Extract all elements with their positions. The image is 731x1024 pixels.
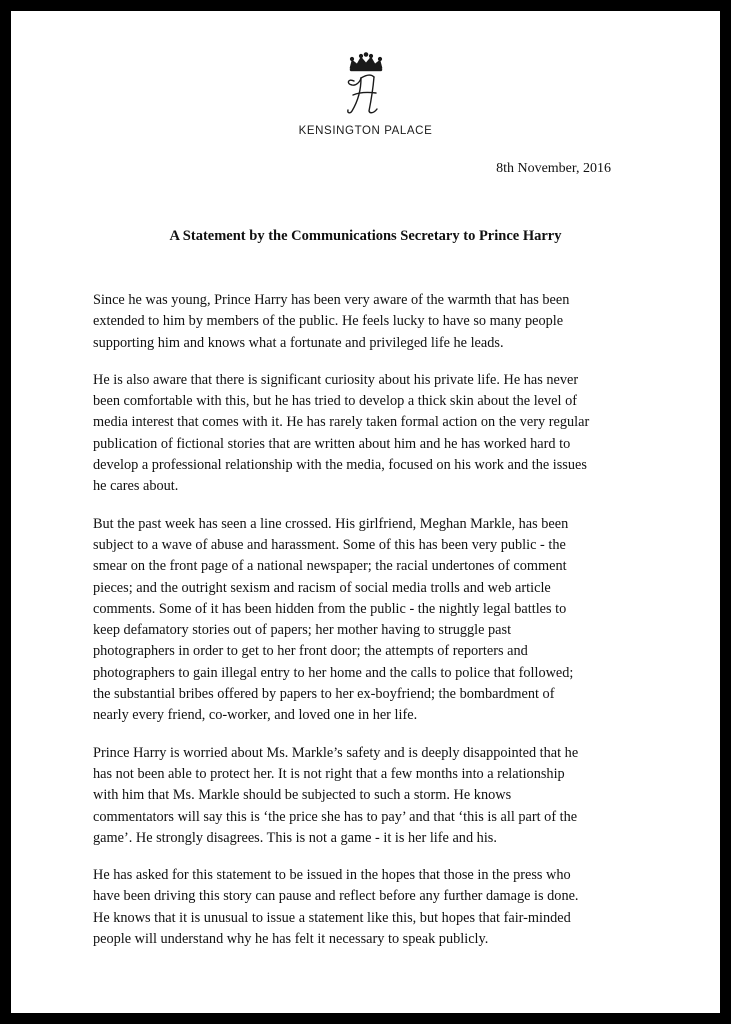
- paragraph: [93, 370, 638, 498]
- statement-page: [11, 11, 720, 1013]
- text-line: He knows that it is unusual to issue a statement like this, but hopes that fair-minded: [93, 909, 571, 926]
- text-line: supporting him and knows what a fortunate and privileged life he leads.: [93, 334, 504, 351]
- paragraph: [93, 514, 638, 727]
- text-line: pieces; and the outright sexism and racism of social media trolls and web article: [93, 579, 551, 596]
- text-line: people will understand why he has felt it necessary to speak publicly.: [93, 931, 489, 948]
- text-line: subject to a wave of abuse and harassment. Some of this has been very public - the: [93, 536, 566, 553]
- text-line: develop a professional relationship with the media, focused on his work and the issues: [93, 457, 587, 474]
- paragraph: [93, 743, 638, 849]
- paragraph: [93, 290, 638, 354]
- text-line: commentators will say this is ‘the price she has to pay’ and that ‘this is all part of the: [93, 808, 578, 825]
- organization-name: KENSINGTON PALACE: [298, 125, 433, 137]
- text-line: nearly every friend, co-worker, and loved one in her life.: [93, 707, 418, 724]
- text-line: media interest that comes with it. He has rarely taken formal action on the very regular: [93, 414, 590, 431]
- paragraph: [93, 865, 638, 950]
- text-line: been comfortable with this, but he has tried to develop a thick skin about the level of: [93, 393, 577, 410]
- text-line: publication of fictional stories that are written about him and he has worked hard to: [93, 435, 571, 452]
- text-line: Prince Harry is worried about Ms. Markle’s safety and is deeply disappointed that he: [93, 744, 579, 761]
- letterhead: [11, 51, 720, 137]
- statement-body: [93, 290, 638, 966]
- text-line: with him that Ms. Markle should be subjected to such a storm. He knows: [93, 787, 512, 804]
- text-line: smear on the front page of a national newspaper; the racial undertones of comment: [93, 558, 567, 575]
- text-line: the substantial bribes offered by papers to her ex-boyfriend; the bombardment of: [93, 686, 555, 703]
- text-line: But the past week has seen a line crossed. His girlfriend, Meghan Markle, has been: [93, 515, 569, 532]
- text-line: game’. He strongly disagrees. This is not a game - it is her life and his.: [93, 829, 497, 846]
- text-line: he cares about.: [93, 478, 179, 495]
- text-line: photographers in order to get to her front door; the attempts of reporters and: [93, 643, 528, 660]
- text-line: Since he was young, Prince Harry has been very aware of the warmth that has been: [93, 292, 570, 308]
- text-line: keep defamatory stories out of papers; her mother having to struggle past: [93, 622, 512, 639]
- text-line: photographers to gain illegal entry to her home and the calls to police that followed;: [93, 664, 574, 681]
- crowned-h-monogram-icon: [336, 51, 396, 117]
- statement-date: 8th November, 2016: [496, 161, 611, 176]
- text-line: has not been able to protect her. It is not right that a few months into a relationship: [93, 765, 565, 782]
- text-line: comments. Some of it has been hidden from the public - the nightly legal battles to: [93, 600, 567, 617]
- text-line: have been driving this story can pause and reflect before any further damage is done.: [93, 888, 579, 905]
- statement-title: A Statement by the Communications Secretary to Prince Harry: [169, 228, 562, 244]
- text-line: extended to him by members of the public. He feels lucky to have so many people: [93, 313, 564, 330]
- text-line: He is also aware that there is significant curiosity about his private life. He has never: [93, 371, 579, 388]
- text-line: He has asked for this statement to be issued in the hopes that those in the press who: [93, 867, 571, 884]
